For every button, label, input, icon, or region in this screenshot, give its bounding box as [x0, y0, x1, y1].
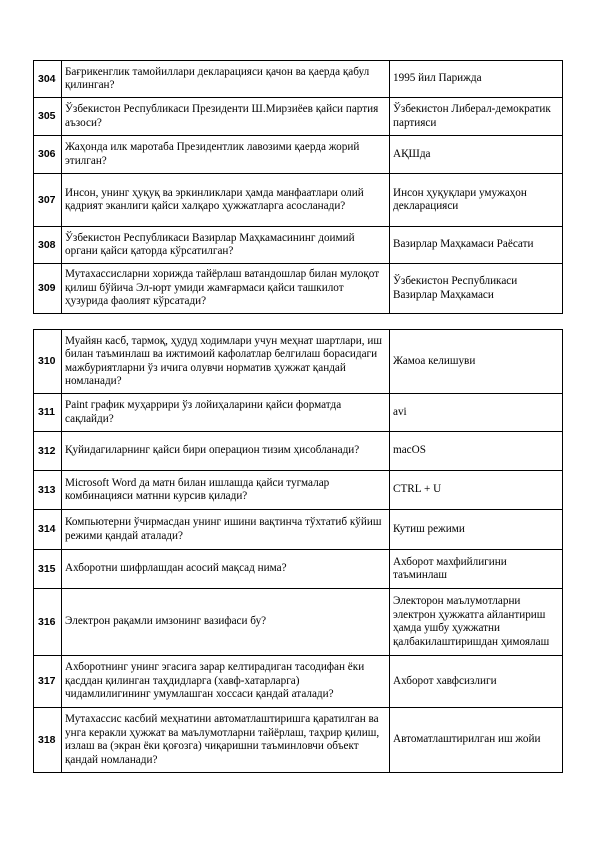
answer-text: avi — [390, 394, 563, 432]
question-text: Компьютерни ўчирмасдан унинг ишини вақтинча тўхтатиб кўйиш режими қандай аталади? — [62, 510, 390, 550]
question-number: 315 — [34, 550, 62, 589]
question-text: Бағрикенглик тамойиллари декларацияси қачон ва қаерда қабул қилинган? — [62, 61, 390, 98]
answer-text: Ўзбекистон Либерал-демократик партияси — [390, 98, 563, 136]
question-number: 309 — [34, 264, 62, 314]
table-row — [34, 174, 563, 227]
answer-text: 1995 йил Парижда — [390, 61, 563, 98]
question-text: Ахборотни шифрлашдан асосий мақсад нима? — [62, 550, 390, 589]
question-text: Жаҳонда илк маротаба Президентлик лавозими қаерда жорий этилган? — [62, 136, 390, 174]
table-row — [34, 510, 563, 550]
answer-text: Ахборот махфийлигини таъминлаш — [390, 550, 563, 589]
question-number: 304 — [34, 61, 62, 98]
answer-text: АҚШда — [390, 136, 563, 174]
question-text: Мутахассисларни хорижда тайёрлаш ватандошлар билан мулоқот қилиш бўйича Эл-юрт умиди жамғармаси қайси ташкилот ҳузурида фаолият кўрсатади? — [62, 264, 390, 314]
answer-text: Ахборот хавфсизлиги — [390, 656, 563, 708]
question-number: 312 — [34, 432, 62, 471]
question-number: 318 — [34, 708, 62, 773]
table-row — [34, 471, 563, 510]
question-text: Ўзбекистон Республикаси Вазирлар Маҳкамасининг доимий органи қайси қаторда кўрсатилган? — [62, 227, 390, 264]
table-row — [34, 98, 563, 136]
question-number: 307 — [34, 174, 62, 227]
table-row — [34, 394, 563, 432]
answer-text: Вазирлар Маҳкамаси Раёсати — [390, 227, 563, 264]
question-number: 317 — [34, 656, 62, 708]
table-row — [34, 708, 563, 773]
question-number: 311 — [34, 394, 62, 432]
question-number: 310 — [34, 330, 62, 394]
answer-text: Жамоа келишуви — [390, 330, 563, 394]
question-text: Microsoft Word да матн билан ишлашда қайси тугмалар комбинацияси матнни курсив қилади? — [62, 471, 390, 510]
answer-text: macOS — [390, 432, 563, 471]
question-text: Paint график муҳаррири ўз лойиҳаларини қайси форматда сақлайди? — [62, 394, 390, 432]
question-number: 306 — [34, 136, 62, 174]
question-text: Ахборотнинг унинг эгасига зарар келтирадиган тасодифан ёки қасддан қилинган таҳдидларга (хавф-хатарларга) чидамлилигининг умумлашган хоссаси қандай аталади? — [62, 656, 390, 708]
question-text: Электрон рақамли имзонинг вазифаси бу? — [62, 589, 390, 656]
answer-text: Автоматлаштирилган иш жойи — [390, 708, 563, 773]
questions-table-top — [33, 60, 563, 314]
table-row — [34, 656, 563, 708]
answer-text: CTRL + U — [390, 471, 563, 510]
question-text: Қуйидагиларнинг қайси бири операцион тизим ҳисобланади? — [62, 432, 390, 471]
table-row — [34, 550, 563, 589]
table-row — [34, 227, 563, 264]
answer-text: Ўзбекистон Республикаси Вазирлар Маҳкамаси — [390, 264, 563, 314]
question-number: 314 — [34, 510, 62, 550]
table-row — [34, 264, 563, 314]
question-text: Инсон, унинг ҳуқуқ ва эркинликлари ҳамда манфаатлари олий қадрият эканлиги қайси халқаро ҳужжатларга асосланади? — [62, 174, 390, 227]
table-row — [34, 589, 563, 656]
questions-table-bottom — [33, 329, 563, 773]
table-row — [34, 61, 563, 98]
question-text: Ўзбекистон Республикаси Президенти Ш.Мирзиёев қайси партия аъзоси? — [62, 98, 390, 136]
answer-text: Инсон ҳуқуқлари умужаҳон декларацияси — [390, 174, 563, 227]
question-number: 308 — [34, 227, 62, 264]
question-text: Мутахассис касбий меҳнатини автоматлаштиришга қаратилган ва унга керакли ҳужжат ва маълумотларни тайёрлаш, таҳрир қилиш, излаш ва (экран ёки қоғозга) чиқаришни таъминловчи объект қандай номланади? — [62, 708, 390, 773]
table-row — [34, 330, 563, 394]
table-row — [34, 432, 563, 471]
question-number: 305 — [34, 98, 62, 136]
question-number: 313 — [34, 471, 62, 510]
question-number: 316 — [34, 589, 62, 656]
question-text: Муайян касб, тармоқ, ҳудуд ходимлари учун меҳнат шартлари, иш билан таъминлаш ва ижтимоий кафолатлар белгилаш борасидаги мажбуриятларни ўз ичига олувчи норматив ҳужжат қандай номланади? — [62, 330, 390, 394]
table-row — [34, 136, 563, 174]
answer-text: Кутиш режими — [390, 510, 563, 550]
answer-text: Электорон маълумотларни электрон ҳужжатга айлантириш ҳамда ушбу ҳужжатни қалбакилаштиришдан ҳимоялаш — [390, 589, 563, 656]
